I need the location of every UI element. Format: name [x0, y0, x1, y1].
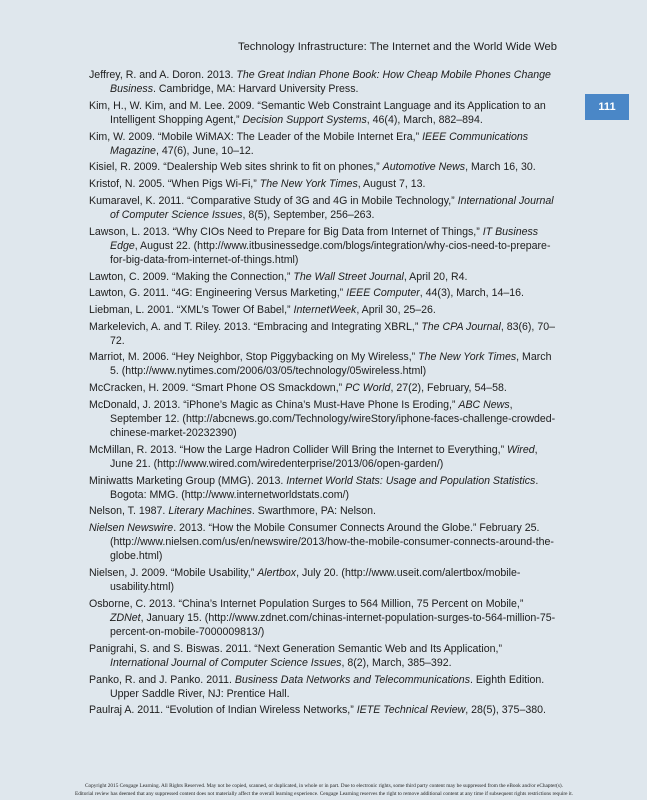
- reference-text: Panko, R. and J. Panko. 2011.: [89, 673, 235, 686]
- reference-title: Decision Support Systems: [242, 113, 367, 126]
- reference-text: Liebman, L. 2001. “XML’s Tower Of Babel,”: [89, 303, 294, 316]
- reference-title: The New York Times: [259, 178, 358, 191]
- reference-text: Kumaravel, K. 2011. “Comparative Study of 3G and 4G in Mobile Technology,”: [89, 194, 458, 207]
- reference-entry: [89, 504, 557, 518]
- reference-text: McDonald, J. 2013. “iPhone’s Magic as China’s Must-Have Phone Is Eroding,”: [89, 398, 459, 411]
- reference-entry: [89, 99, 557, 127]
- reference-entry: [89, 673, 557, 701]
- reference-title: IEEE Communications Magazine: [110, 130, 529, 157]
- reference-text: McMillan, R. 2013. “How the Large Hadron Collider Will Bring the Internet to Everything,”: [89, 443, 508, 456]
- reference-text: Osborne, C. 2013. “China’s Internet Population Surges to 564 Million, 75 Percent on Mobile,”: [89, 597, 524, 610]
- reference-text: Nielsen, J. 2009. “Mobile Usability,”: [89, 567, 258, 579]
- reference-text: , March 5. (http://www.nytimes.com/2006/03/05/technology/05wireless.html): [110, 351, 552, 378]
- reference-title: PC World: [345, 382, 391, 395]
- reference-title: IETE Technical Review: [356, 704, 466, 717]
- reference-entry: [89, 381, 557, 395]
- reference-text: , September 12. (http://abcnews.go.com/Technology/wireStory/iphone-faces-challenge-crowded-chinese-market-20232390): [110, 398, 556, 440]
- reference-text: . Cambridge, MA: Harvard University Press.: [153, 83, 359, 96]
- reference-text: Kristof, N. 2005. “When Pigs Wi-Fi,”: [89, 178, 260, 191]
- reference-text: Nelson, T. 1987.: [89, 505, 169, 518]
- reference-entry: [89, 474, 557, 502]
- reference-title: Wired: [507, 443, 535, 456]
- reference-title: IT Business Edge: [110, 225, 539, 252]
- reference-text: , 83(6), 70–72.: [110, 320, 555, 347]
- reference-title: The Great Indian Phone Book: How Cheap Mobile Phones Change Business: [110, 69, 551, 96]
- reference-text: , August 22. (http://www.itbusinessedge.com/blogs/integration/why-cios-need-to-prepare-for-big-data-from-internet-of-things.html): [110, 239, 551, 266]
- reference-text: , April 20, R4.: [403, 270, 468, 283]
- reference-text: Kim, H., W. Kim, and M. Lee. 2009. “Semantic Web Constraint Language and its Application to an Intelligent Shopping Agent,”: [89, 99, 546, 126]
- reference-title: Literary Machines: [168, 505, 252, 518]
- reference-entry: [89, 160, 557, 174]
- reference-text: . Eighth Edition. Upper Saddle River, NJ: Prentice Hall.: [110, 673, 545, 700]
- reference-entry: [89, 566, 557, 594]
- reference-entry: [89, 303, 557, 317]
- page-number-tab: 111: [585, 94, 629, 120]
- reference-text: . Swarthmore, PA: Nelson.: [251, 505, 376, 518]
- reference-text: Lawson, L. 2013. “Why CIOs Need to Prepare for Big Data from Internet of Things,”: [89, 225, 483, 238]
- reference-text: McCracken, H. 2009. “Smart Phone OS Smackdown,”: [89, 382, 346, 395]
- reference-text: . Bogota: MMG. (http://www.internetworldstats.com/): [110, 474, 539, 501]
- reference-title: IEEE Computer: [346, 287, 420, 300]
- reference-text: , 44(3), March, 14–16.: [419, 287, 524, 300]
- reference-entry: [89, 703, 557, 717]
- reference-text: Kisiel, R. 2009. “Dealership Web sites shrink to fit on phones,”: [89, 161, 383, 174]
- reference-text: , 8(2), March, 385–392.: [341, 656, 452, 669]
- reference-title: ZDNet: [110, 611, 141, 624]
- reference-text: , 27(2), February, 54–58.: [390, 382, 507, 395]
- reference-text: Kim, W. 2009. “Mobile WiMAX: The Leader of the Mobile Internet Era,”: [89, 130, 423, 143]
- reference-entry: [89, 597, 557, 639]
- reference-entry: [89, 130, 557, 158]
- reference-title: InternetWeek: [293, 303, 357, 316]
- reference-text: Panigrahi, S. and S. Biswas. 2011. “Next Generation Semantic Web and Its Application,”: [89, 642, 502, 655]
- reference-text: Lawton, C. 2009. “Making the Connection,”: [89, 270, 294, 283]
- reference-title: The Wall Street Journal: [293, 270, 404, 283]
- reference-entry: [89, 194, 557, 222]
- reference-entry: [89, 521, 557, 563]
- reference-title: Nielsen Newswire: [89, 522, 174, 535]
- reference-title: The CPA Journal: [421, 320, 501, 333]
- reference-text: , 46(4), March, 882–894.: [366, 113, 483, 126]
- reference-text: , March 16, 30.: [465, 161, 536, 174]
- reference-entry: [89, 398, 557, 440]
- reference-title: Business Data Networks and Telecommunications: [234, 673, 470, 686]
- reference-text: Miniwatts Marketing Group (MMG). 2013.: [89, 474, 287, 487]
- reference-text: , July 20. (http://www.useit.com/alertbox/mobile-usability.html): [110, 567, 521, 594]
- reference-text: , January 15. (http://www.zdnet.com/chinas-internet-population-surges-to-564-million-75-percent-on-mobile-7000009813/): [110, 611, 556, 639]
- reference-title: Automotive News: [382, 161, 466, 174]
- reference-entry: [89, 68, 557, 96]
- reference-title: The New York Times: [418, 351, 517, 364]
- reference-title: International Journal of Computer Science Issues: [110, 656, 342, 669]
- reference-title: Internet World Stats: Usage and Population Statistics: [286, 474, 536, 487]
- reference-entry: [89, 177, 557, 191]
- reference-text: Markelevich, A. and T. Riley. 2013. “Embracing and Integrating XBRL,”: [89, 320, 422, 333]
- reference-entry: [89, 642, 557, 670]
- reference-text: , 47(6), June, 10–12.: [155, 144, 254, 157]
- reference-text: , June 21. (http://www.wired.com/wiredenterprise/2013/06/open-garden/): [110, 443, 538, 470]
- reference-entry: [89, 225, 557, 267]
- reference-entry: [89, 320, 557, 348]
- running-title: Technology Infrastructure: The Internet and the World Wide Web: [237, 41, 557, 53]
- reference-list: [89, 68, 557, 720]
- reference-text: Jeffrey, R. and A. Doron. 2013.: [89, 69, 237, 81]
- reference-title: Alertbox: [257, 567, 297, 579]
- reference-entry: [89, 286, 557, 300]
- footer-line-2: Editorial review has deemed that any suppressed content does not materially affect the overall learning experience. Cengage Learning reserves the right to remove additional content at any time if subsequent rights restrictions require it.: [74, 791, 574, 797]
- reference-text: , 28(5), 375–380.: [465, 704, 546, 717]
- reference-entry: [89, 270, 557, 284]
- reference-text: Paulraj A. 2011. “Evolution of Indian Wireless Networks,”: [89, 704, 357, 717]
- reference-text: Marriot, M. 2006. “Hey Neighbor, Stop Piggybacking on My Wireless,”: [89, 351, 419, 364]
- reference-title: ABC News: [458, 398, 510, 411]
- reference-text: Lawton, G. 2011. “4G: Engineering Versus Marketing,”: [89, 287, 347, 300]
- reference-text: . 2013. “How the Mobile Consumer Connects Around the Globe.” February 25. (http://www.nielsen.com/us/en/newswire/2013/how-the-mobile-consumer-connects-around-the-globe.html): [110, 522, 554, 563]
- reference-text: , April 30, 25–26.: [356, 303, 436, 316]
- footer-line-1: Copyright 2015 Cengage Learning. All Rights Reserved. May not be copied, scanned, or duplicated, in whole or in part. Due to electronic rights, some third party content may be suppressed from the eBook and/or eChapter(s).: [84, 783, 564, 789]
- reference-title: International Journal of Computer Science Issues: [110, 194, 554, 221]
- reference-text: , August 7, 13.: [357, 178, 426, 191]
- copyright-footer: [14, 782, 634, 798]
- reference-text: , 8(5), September, 256–263.: [242, 208, 375, 221]
- reference-entry: [89, 350, 557, 378]
- reference-entry: [89, 443, 557, 471]
